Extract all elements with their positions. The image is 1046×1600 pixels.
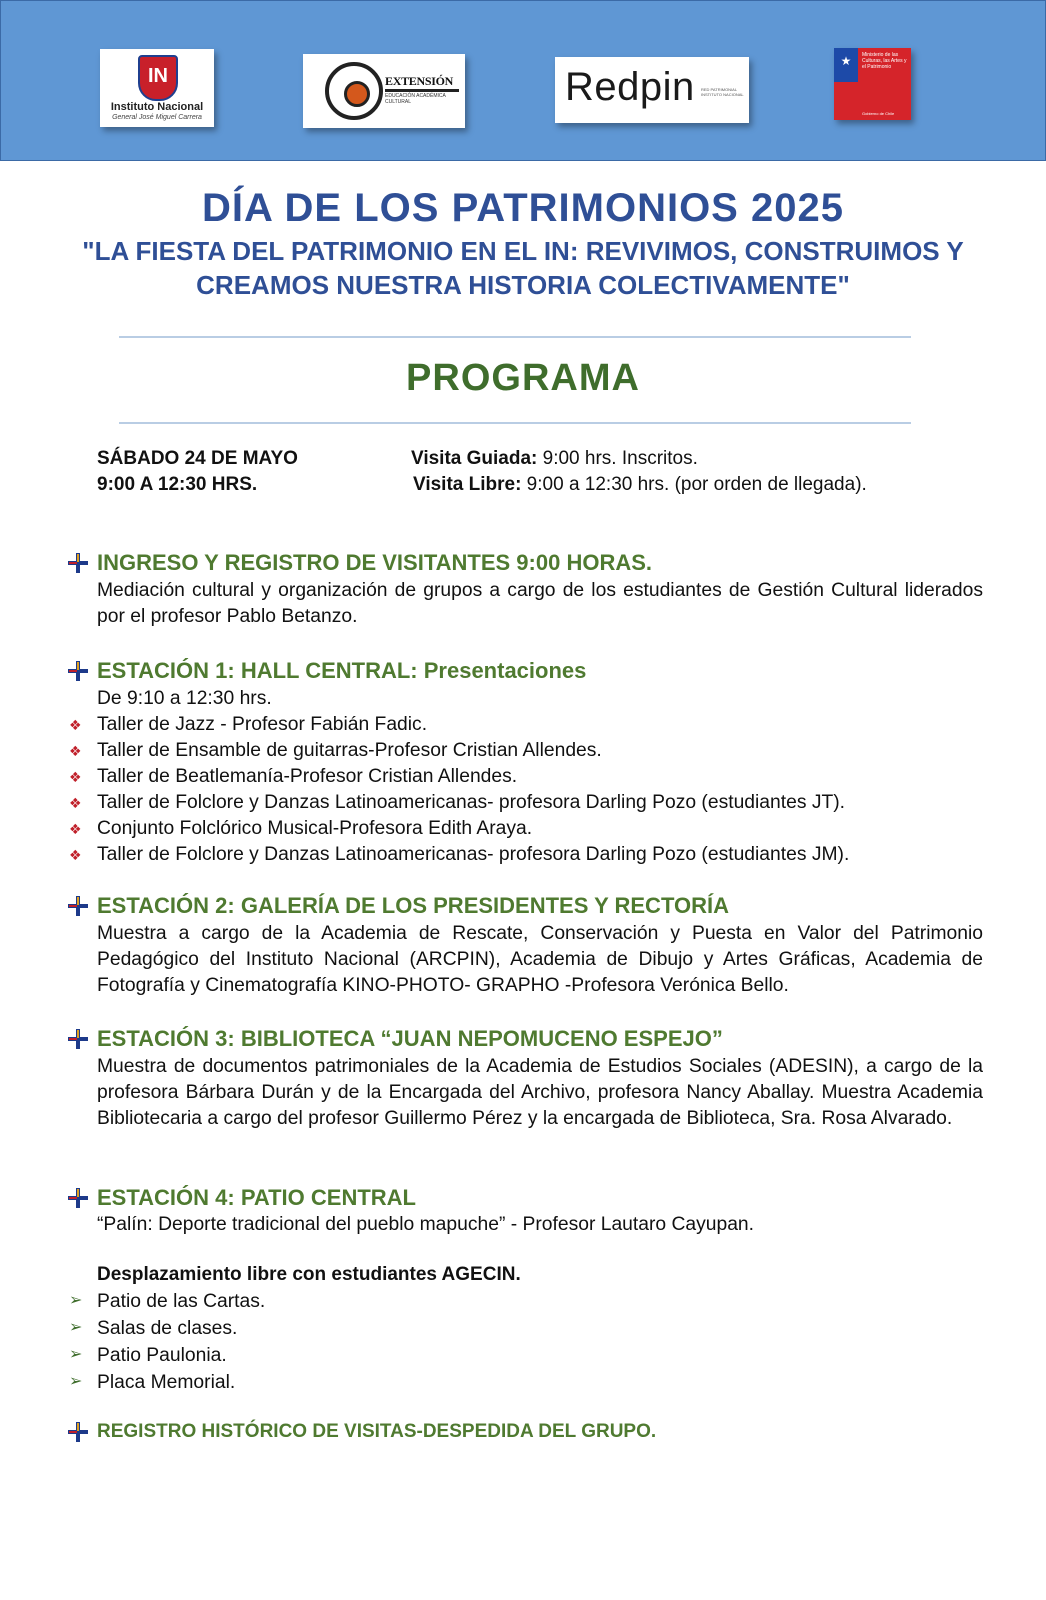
logo-ministerio-text: Ministerio de las Culturas, las Artes y el Patrimonio <box>862 52 907 70</box>
subtitle-line-1: "LA FIESTA DEL PATRIMONIO EN EL IN: REVIVIMOS, CONSTRUIMOS Y <box>82 236 964 266</box>
estacion-1-title-extra: Presentaciones <box>417 658 587 683</box>
estacion-1-time: De 9:10 a 12:30 hrs. <box>97 688 272 709</box>
diamond-bullet-icon: ❖ <box>69 796 82 812</box>
page-subtitle <box>50 234 996 302</box>
section-text-ingreso: Mediación cultural y organización de grupos a cargo de los estudiantes de Gestión Cultural liderados por el profesor Pablo Betanzo. <box>97 580 983 627</box>
logo-instituto-sub: General José Miguel Carrera <box>112 114 202 121</box>
section-title-estacion-3: ESTACIÓN 3: BIBLIOTECA “JUAN NEPOMUCENO ESPEJO” <box>97 1026 723 1051</box>
list-item: Taller de Jazz - Profesor Fabián Fadic. <box>97 714 428 735</box>
section-marker-icon <box>67 1187 89 1209</box>
redpin-logo <box>555 57 749 123</box>
instituto-nacional-logo <box>100 49 214 127</box>
list-item: Conjunto Folclórico Musical-Profesora Edith Araya. <box>97 818 533 839</box>
schedule-hours: 9:00 A 12:30 HRS. <box>97 474 258 495</box>
schedule-date: SÁBADO 24 DE MAYO <box>97 448 298 469</box>
free-label: Visita Libre: <box>413 474 522 495</box>
section-text-estacion-4: “Palín: Deporte tradicional del pueblo mapuche” - Profesor Lautaro Cayupan. <box>97 1214 755 1235</box>
section-text-estacion-3: Muestra de documentos patrimoniales de la Academia de Estudios Sociales (ADESIN), a cargo de la profesora Bárbara Durán y de la Encargada del Archivo, profesora Nancy Aballay. Muestra Academia Bibliotecaria a cargo del profesor Guillermo Pérez y la encargada de Biblioteca, Sra. Rosa Alvarado. <box>97 1056 983 1129</box>
list-item: Patio de las Cartas. <box>97 1291 266 1312</box>
estacion-1-title: ESTACIÓN 1: HALL CENTRAL: <box>97 658 418 683</box>
list-item: Patio Paulonia. <box>97 1345 227 1366</box>
list-item: Taller de Beatlemanía-Profesor Cristian Allendes. <box>97 766 518 787</box>
ministerio-logo <box>834 48 911 120</box>
free-text: 9:00 a 12:30 hrs. (por orden de llegada). <box>521 474 867 495</box>
list-item: Placa Memorial. <box>97 1372 236 1393</box>
extension-logo <box>303 54 465 128</box>
schedule-guided <box>411 448 698 470</box>
list-item: Taller de Ensamble de guitarras-Profesor Cristian Allendes. <box>97 740 602 761</box>
arrow-bullet-icon: ➢ <box>69 1290 83 1309</box>
diamond-bullet-icon: ❖ <box>69 718 82 734</box>
section-marker-icon <box>67 895 89 917</box>
list-item: Taller de Folclore y Danzas Latinoamericanas- profesora Darling Pozo (estudiantes JT). <box>97 792 846 813</box>
diamond-bullet-icon: ❖ <box>69 822 82 838</box>
arrow-bullet-icon: ➢ <box>69 1317 83 1336</box>
header-banner <box>0 0 1046 161</box>
film-reel-icon <box>325 62 383 120</box>
guided-label: Visita Guiada: <box>411 448 538 469</box>
logo-extension-title: EXTENSIÓN <box>385 74 453 88</box>
guided-text: 9:00 hrs. Inscritos. <box>537 448 698 469</box>
star-icon: ★ <box>840 54 852 68</box>
desplazamiento-title: Desplazamiento libre con estudiantes AGECIN. <box>97 1264 521 1285</box>
divider-top <box>119 336 911 338</box>
section-title-estacion-4: ESTACIÓN 4: PATIO CENTRAL <box>97 1185 416 1210</box>
divider-bottom <box>119 422 911 424</box>
section-title-estacion-2: ESTACIÓN 2: GALERÍA DE LOS PRESIDENTES Y RECTORÍA <box>97 893 729 918</box>
section-marker-icon <box>67 660 89 682</box>
section-title-final: REGISTRO HISTÓRICO DE VISITAS-DESPEDIDA DEL GRUPO. <box>97 1421 657 1442</box>
list-item: Salas de clases. <box>97 1318 238 1339</box>
section-title-estacion-1 <box>97 658 586 684</box>
arrow-bullet-icon: ➢ <box>69 1371 83 1390</box>
arrow-bullet-icon: ➢ <box>69 1344 83 1363</box>
section-text-estacion-2: Muestra a cargo de la Academia de Rescate, Conservación y Puesta en Valor del Patrimonio Pedagógico del Instituto Nacional (ARCPIN), Academia de Dibujo y Artes Gráficas, Academia de Fotografía y Cinematografía KINO-PHOTO- GRAPHO -Profesora Verónica Bello. <box>97 923 983 996</box>
section-marker-icon <box>67 552 89 574</box>
logo-redpin-sub: RED PATRIMONIAL INSTITUTO NACIONAL <box>701 87 744 97</box>
diamond-bullet-icon: ❖ <box>69 770 82 786</box>
subtitle-line-2: CREAMOS NUESTRA HISTORIA COLECTIVAMENTE" <box>196 270 850 300</box>
page-title: DÍA DE LOS PATRIMONIOS 2025 <box>202 186 844 230</box>
schedule-free <box>413 474 867 496</box>
programa-heading: PROGRAMA <box>406 357 640 399</box>
section-marker-icon <box>67 1421 89 1443</box>
logo-redpin-word: Redpin <box>565 65 695 109</box>
section-marker-icon <box>67 1028 89 1050</box>
logo-instituto-title: Instituto Nacional <box>110 101 204 113</box>
diamond-bullet-icon: ❖ <box>69 848 82 864</box>
diamond-bullet-icon: ❖ <box>69 744 82 760</box>
logo-extension-sub: EDUCACIÓN ACADÉMICA CULTURAL <box>385 89 459 105</box>
shield-icon: IN <box>138 55 178 101</box>
logo-ministerio-foot: Gobierno de Chile <box>862 111 895 116</box>
section-title-ingreso: INGRESO Y REGISTRO DE VISITANTES 9:00 HORAS. <box>97 550 653 575</box>
list-item: Taller de Folclore y Danzas Latinoamericanas- profesora Darling Pozo (estudiantes JM). <box>97 844 850 865</box>
